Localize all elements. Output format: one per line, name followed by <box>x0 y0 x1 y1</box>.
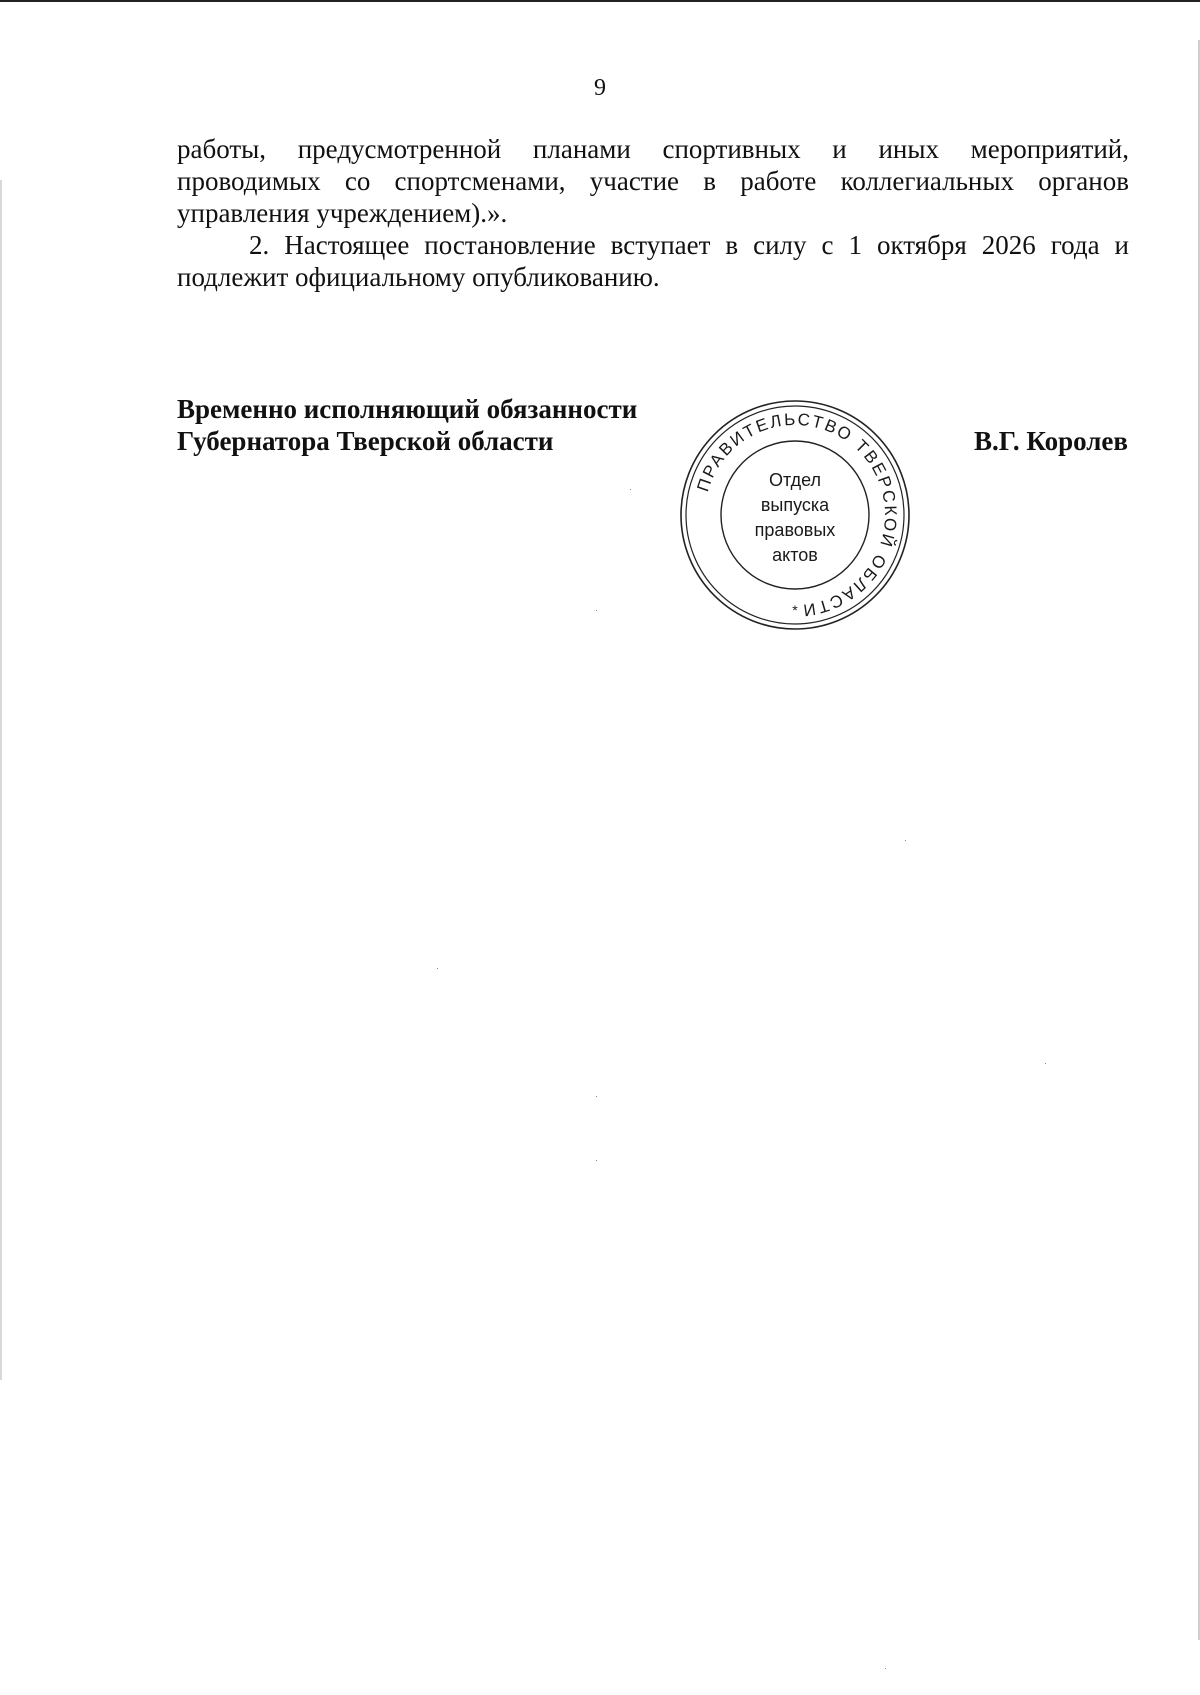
stamp-ring-text: ПРАВИТЕЛЬСТВО ТВЕРСКОЙ ОБЛАСТИ <box>693 409 901 620</box>
scan-speck <box>885 1668 886 1669</box>
signatory-name: В.Г. Королев <box>974 426 1128 456</box>
scan-edge-top <box>0 0 1200 2</box>
scan-speck <box>596 610 597 611</box>
scan-speck <box>1045 1063 1046 1064</box>
scan-speck <box>596 1160 597 1161</box>
stamp-center-line-3: правовых <box>754 520 836 540</box>
stamp-star: * <box>792 602 798 618</box>
paragraph-effective-date: 2. Настоящее постановление вступает в силу с 1 октября 2026 года и подлежит официальному опубликованию. <box>177 230 1129 292</box>
stamp-center-line-4: актов <box>772 545 818 565</box>
stamp-center-line-1: Отдел <box>768 470 822 490</box>
stamp-center-text <box>678 468 912 568</box>
signatory-role <box>177 393 637 457</box>
paragraph-continuation: работы, предусмотренной планами спортивных и иных мероприятий, проводимых со спортсменами, участие в работе коллегиальных органов управления учреждением).». <box>177 134 1129 228</box>
official-stamp <box>678 398 912 632</box>
stamp-center-line-2: выпуска <box>760 495 830 515</box>
signatory-role-line-2: Губернатора Тверской области <box>177 426 554 456</box>
scan-speck <box>905 840 906 841</box>
signatory-role-line-1: Временно исполняющий обязанности <box>177 394 638 424</box>
document-body <box>177 133 1129 293</box>
scan-edge-left <box>0 180 2 1380</box>
scan-speck <box>630 489 631 490</box>
scan-speck <box>437 968 438 969</box>
page-number: 9 <box>594 75 606 101</box>
scan-speck <box>596 1096 597 1097</box>
